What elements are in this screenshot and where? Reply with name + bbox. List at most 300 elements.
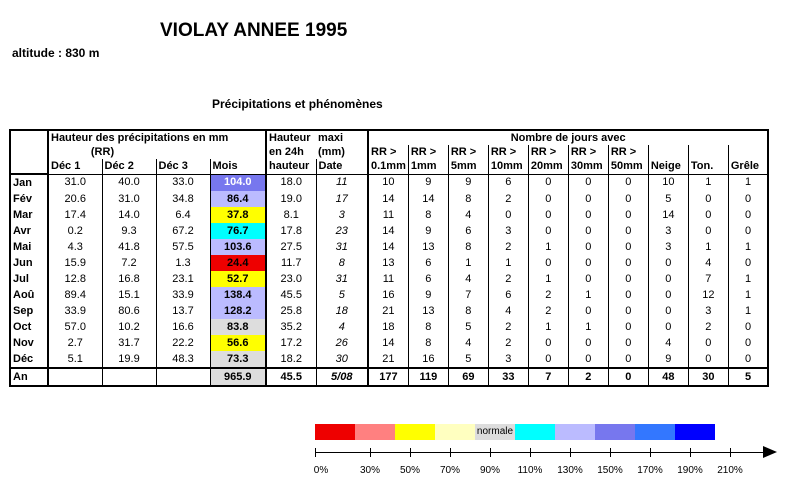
table-row bbox=[10, 351, 768, 368]
rr-days-value: 9 bbox=[448, 174, 488, 191]
table-row bbox=[10, 191, 768, 207]
dec3-value: 34.8 bbox=[156, 191, 210, 207]
year-max24h-date: 5/08 bbox=[316, 368, 368, 386]
rr-days-value: 13 bbox=[382, 256, 395, 269]
max24h-date: 31 bbox=[316, 271, 368, 287]
col-header-mois: Mois bbox=[210, 159, 266, 174]
rr-days-value: 0 bbox=[568, 207, 608, 223]
col-header-rr-30: 30mm bbox=[568, 159, 608, 174]
rr-days-value: 13 bbox=[408, 303, 448, 319]
year-snow-days: 48 bbox=[648, 368, 688, 386]
rr-days-value: 2 bbox=[528, 287, 568, 303]
rr-days-value: 1 bbox=[448, 255, 488, 271]
rr-days-value: 0 bbox=[528, 335, 568, 351]
scale-tick-label: 30% bbox=[359, 465, 381, 476]
dec3-value: 6.4 bbox=[156, 207, 210, 223]
rr-days-value: 1 bbox=[528, 271, 568, 287]
total-row bbox=[10, 368, 768, 386]
rr-days-value: 2 bbox=[488, 335, 528, 351]
month-total-value: 24.4 bbox=[210, 255, 266, 271]
month-label: Jun bbox=[10, 255, 48, 271]
max24h-value: 18.0 bbox=[266, 174, 316, 191]
scale-tick-mark bbox=[450, 448, 451, 457]
rr-days-value: 6 bbox=[408, 255, 448, 271]
rr-days-value: 8 bbox=[408, 335, 448, 351]
col-header-date: Date bbox=[316, 159, 368, 174]
rr-days-value: 0 bbox=[608, 255, 648, 271]
rr-days-value: 0 bbox=[488, 207, 528, 223]
col-header-dec3: Déc 3 bbox=[156, 159, 210, 174]
table-row bbox=[10, 239, 768, 255]
scale-tick-label: 170% bbox=[637, 465, 663, 476]
rr-days-value: 6 bbox=[488, 287, 528, 303]
max24h-date: 11 bbox=[316, 174, 368, 191]
rr-days-value: 1 bbox=[528, 319, 568, 335]
dec2-value: 40.0 bbox=[102, 174, 156, 191]
snow-days-value: 0 bbox=[648, 319, 688, 335]
year-label: An bbox=[10, 368, 48, 386]
scale-tick-label: 130% bbox=[557, 465, 583, 476]
col-header-rr-50: 50mm bbox=[608, 159, 648, 174]
scale-tick-mark bbox=[610, 448, 611, 457]
scale-tick-label: 70% bbox=[439, 465, 461, 476]
snow-days-value: 0 bbox=[648, 255, 688, 271]
snow-days-value: 10 bbox=[648, 174, 688, 191]
rr-days-value: 0 bbox=[608, 223, 648, 239]
scale-swatch bbox=[395, 424, 435, 440]
month-label: Aoû bbox=[10, 287, 48, 303]
scale-tick-mark bbox=[370, 448, 371, 457]
corner-cell bbox=[10, 130, 48, 145]
rr-days-value: 9 bbox=[408, 174, 448, 191]
table-row bbox=[10, 319, 768, 335]
snow-days-value: 3 bbox=[648, 223, 688, 239]
altitude-label: altitude : 830 m bbox=[12, 46, 100, 60]
scale-tick-mark bbox=[315, 448, 316, 457]
col-header-dec1: Déc 1 bbox=[48, 159, 102, 174]
rr-days-value: 10 bbox=[382, 176, 395, 189]
max24h-date: 4 bbox=[316, 319, 368, 335]
rr-days-value: 8 bbox=[408, 207, 448, 223]
scale-tick-label: 210% bbox=[717, 465, 743, 476]
table-row bbox=[10, 335, 768, 351]
max24h-value: 17.2 bbox=[266, 335, 316, 351]
rr-days-value: 8 bbox=[448, 303, 488, 319]
rr-days-value: 8 bbox=[448, 239, 488, 255]
empty-cell bbox=[156, 368, 210, 386]
month-label: Nov bbox=[10, 335, 48, 351]
scale-swatch bbox=[595, 424, 635, 440]
rr-days-value: 0 bbox=[568, 191, 608, 207]
rr-days-value: 0 bbox=[568, 303, 608, 319]
col-header-rr-5: 5mm bbox=[448, 159, 488, 174]
month-total-value: 104.0 bbox=[210, 174, 266, 191]
rr-days-value: 14 bbox=[382, 224, 395, 237]
month-total-value: 76.7 bbox=[210, 223, 266, 239]
month-total-value: 52.7 bbox=[210, 271, 266, 287]
month-total-value: 138.4 bbox=[210, 287, 266, 303]
page-title: VIOLAY ANNEE 1995 bbox=[160, 20, 348, 41]
thunder-days-value: 7 bbox=[688, 271, 728, 287]
dec3-value: 16.6 bbox=[156, 319, 210, 335]
thunder-days-value: 0 bbox=[688, 223, 728, 239]
max24h-value: 27.5 bbox=[266, 239, 316, 255]
snow-days-value: 0 bbox=[648, 287, 688, 303]
dec1-value: 31.0 bbox=[64, 176, 86, 189]
rr-days-value: 21 bbox=[382, 304, 395, 317]
dec1-value: 20.6 bbox=[64, 192, 86, 205]
rr-days-value: 5 bbox=[448, 319, 488, 335]
col-header-rr-20: 20mm bbox=[528, 159, 568, 174]
col-header-ton: Ton. bbox=[688, 159, 728, 174]
dec2-value: 31.0 bbox=[102, 191, 156, 207]
hail-days-value: 0 bbox=[728, 319, 768, 335]
rr-days-value: 14 bbox=[382, 240, 395, 253]
scale-tick-label: 150% bbox=[597, 465, 623, 476]
rr-gt-label: RR > bbox=[608, 145, 648, 159]
scale-tick-mark bbox=[650, 448, 651, 457]
scale-swatch bbox=[555, 424, 595, 440]
max24h-value: 19.0 bbox=[266, 191, 316, 207]
rr-days-value: 1 bbox=[528, 239, 568, 255]
dec2-value: 10.2 bbox=[102, 319, 156, 335]
rr-days-value: 3 bbox=[488, 351, 528, 368]
max24h-value: 23.0 bbox=[266, 271, 316, 287]
rr-days-value: 1 bbox=[568, 287, 608, 303]
scale-swatch bbox=[315, 424, 355, 440]
header-row-2 bbox=[10, 145, 768, 159]
dec2-value: 16.8 bbox=[102, 271, 156, 287]
col-header-hauteur: hauteur bbox=[266, 159, 316, 174]
rr-days-value: 16 bbox=[408, 351, 448, 368]
table-row bbox=[10, 223, 768, 239]
thunder-days-value: 0 bbox=[688, 207, 728, 223]
dec1-value: 89.4 bbox=[64, 288, 86, 301]
rr-days-value: 0 bbox=[568, 174, 608, 191]
year-rr-days-value: 69 bbox=[448, 368, 488, 386]
year-hail-days: 5 bbox=[728, 368, 768, 386]
snow-days-value: 14 bbox=[648, 207, 688, 223]
rr-days-value: 21 bbox=[382, 352, 395, 365]
scale-tick-label: 50% bbox=[399, 465, 421, 476]
max24h-value: 18.2 bbox=[266, 351, 316, 368]
dec1-value: 15.9 bbox=[64, 256, 86, 269]
month-label: Déc bbox=[10, 351, 48, 368]
dec2-value: 41.8 bbox=[102, 239, 156, 255]
empty-cell bbox=[48, 368, 102, 386]
col-header-rr-1: 1mm bbox=[408, 159, 448, 174]
max24h-date: 23 bbox=[316, 223, 368, 239]
scale-swatch bbox=[635, 424, 675, 440]
rr-days-value: 0 bbox=[608, 271, 648, 287]
month-label: Mar bbox=[10, 207, 48, 223]
hail-days-value: 1 bbox=[728, 239, 768, 255]
hail-days-value: 1 bbox=[728, 287, 768, 303]
dec1-value: 4.3 bbox=[67, 240, 83, 253]
header-row-1 bbox=[10, 130, 768, 145]
thunder-days-value: 1 bbox=[688, 239, 728, 255]
rr-days-value: 0 bbox=[528, 351, 568, 368]
color-scale-legend bbox=[315, 424, 715, 440]
rr-days-value: 9 bbox=[408, 287, 448, 303]
month-total-value: 86.4 bbox=[210, 191, 266, 207]
snow-days-value: 3 bbox=[648, 239, 688, 255]
month-label: Avr bbox=[10, 223, 48, 239]
empty-cell bbox=[102, 368, 156, 386]
rr-days-value: 0 bbox=[528, 191, 568, 207]
dec3-value: 48.3 bbox=[156, 351, 210, 368]
hail-days-value: 0 bbox=[728, 351, 768, 368]
month-label: Mai bbox=[10, 239, 48, 255]
rr-days-value: 0 bbox=[568, 351, 608, 368]
scale-swatch bbox=[355, 424, 395, 440]
hail-days-value: 0 bbox=[728, 335, 768, 351]
days-group-header: Nombre de jours avec bbox=[368, 130, 768, 145]
snow-days-value: 4 bbox=[648, 335, 688, 351]
thunder-days-value: 3 bbox=[688, 303, 728, 319]
rr-gt-label: RR > bbox=[448, 145, 488, 159]
rr-gt-label: RR > bbox=[371, 145, 397, 158]
dec2-value: 19.9 bbox=[102, 351, 156, 368]
hail-days-value: 0 bbox=[728, 223, 768, 239]
maxi-header-1: maxi bbox=[316, 130, 368, 145]
month-total-value: 83.8 bbox=[210, 319, 266, 335]
header-row-3 bbox=[10, 159, 768, 174]
scale-tick-mark bbox=[410, 448, 411, 457]
dec1-value: 5.1 bbox=[67, 352, 83, 365]
rr-days-value: 2 bbox=[488, 191, 528, 207]
rr-days-value: 0 bbox=[568, 239, 608, 255]
rr-days-value: 11 bbox=[382, 208, 395, 221]
scale-tick-label: 0% bbox=[313, 465, 329, 476]
max24h-value: 11.7 bbox=[266, 255, 316, 271]
table-row bbox=[10, 207, 768, 223]
rr-days-value: 4 bbox=[448, 335, 488, 351]
scale-axis bbox=[315, 452, 763, 453]
year-rr-days-value: 119 bbox=[408, 368, 448, 386]
dec3-value: 13.7 bbox=[156, 303, 210, 319]
month-total-value: 128.2 bbox=[210, 303, 266, 319]
scale-tick-mark bbox=[730, 448, 731, 457]
year-rr-days-value: 33 bbox=[488, 368, 528, 386]
month-label: Oct bbox=[10, 319, 48, 335]
max24h-date: 5 bbox=[316, 287, 368, 303]
precipitation-table bbox=[9, 129, 769, 387]
rr-days-value: 0 bbox=[608, 319, 648, 335]
dec1-value: 2.7 bbox=[67, 336, 83, 349]
month-total-value: 103.6 bbox=[210, 239, 266, 255]
rr-days-value: 9 bbox=[408, 223, 448, 239]
hauteur-header-2: en 24h bbox=[266, 145, 316, 159]
thunder-days-value: 12 bbox=[688, 287, 728, 303]
table-row bbox=[10, 271, 768, 287]
rr-days-value: 7 bbox=[448, 287, 488, 303]
scale-tick-label: 110% bbox=[517, 465, 543, 476]
max24h-value: 45.5 bbox=[266, 287, 316, 303]
dec3-value: 1.3 bbox=[156, 255, 210, 271]
year-max24h-value: 45.5 bbox=[266, 368, 316, 386]
rr-days-value: 6 bbox=[448, 223, 488, 239]
rr-days-value: 1 bbox=[568, 319, 608, 335]
rr-days-value: 0 bbox=[568, 255, 608, 271]
year-rr-days-value: 7 bbox=[528, 368, 568, 386]
rr-days-value: 0 bbox=[528, 223, 568, 239]
dec2-value: 15.1 bbox=[102, 287, 156, 303]
hail-days-value: 0 bbox=[728, 191, 768, 207]
snow-days-value: 9 bbox=[648, 351, 688, 368]
dec2-value: 7.2 bbox=[102, 255, 156, 271]
max24h-date: 3 bbox=[316, 207, 368, 223]
col-header-dec2: Déc 2 bbox=[102, 159, 156, 174]
rr-days-value: 16 bbox=[382, 288, 395, 301]
month-label: Jan bbox=[10, 174, 48, 191]
thunder-days-value: 2 bbox=[688, 319, 728, 335]
dec3-value: 23.1 bbox=[156, 271, 210, 287]
rr-gt-label: RR > bbox=[408, 145, 448, 159]
hail-days-value: 1 bbox=[728, 271, 768, 287]
dec3-value: 22.2 bbox=[156, 335, 210, 351]
max24h-date: 30 bbox=[316, 351, 368, 368]
rr-days-value: 14 bbox=[382, 192, 395, 205]
max24h-date: 26 bbox=[316, 335, 368, 351]
rr-days-value: 14 bbox=[408, 191, 448, 207]
rr-days-value: 0 bbox=[608, 239, 648, 255]
rr-days-value: 0 bbox=[608, 207, 648, 223]
table-row bbox=[10, 303, 768, 319]
year-thunder-days: 30 bbox=[688, 368, 728, 386]
max24h-date: 17 bbox=[316, 191, 368, 207]
rr-days-value: 2 bbox=[528, 303, 568, 319]
rr-days-value: 0 bbox=[608, 287, 648, 303]
rr-days-value: 0 bbox=[568, 223, 608, 239]
rr-days-value: 13 bbox=[408, 239, 448, 255]
hail-days-value: 0 bbox=[728, 207, 768, 223]
rr-days-value: 2 bbox=[488, 271, 528, 287]
rr-days-value: 0 bbox=[608, 191, 648, 207]
scale-swatch bbox=[675, 424, 715, 440]
table-body bbox=[10, 130, 768, 386]
max24h-date: 18 bbox=[316, 303, 368, 319]
month-total-value: 73.3 bbox=[210, 351, 266, 368]
table-subtitle: Précipitations et phénomènes bbox=[212, 97, 383, 111]
dec2-value: 9.3 bbox=[102, 223, 156, 239]
max24h-date: 8 bbox=[316, 255, 368, 271]
rr-gt-label: RR > bbox=[488, 145, 528, 159]
year-rr-days-value: 177 bbox=[368, 368, 408, 386]
snow-days-value: 0 bbox=[648, 303, 688, 319]
month-total-value: 56.6 bbox=[210, 335, 266, 351]
scale-swatch bbox=[515, 424, 555, 440]
max24h-value: 35.2 bbox=[266, 319, 316, 335]
rr-gt-label: RR > bbox=[528, 145, 568, 159]
rr-header: (RR) bbox=[90, 145, 115, 158]
rr-days-value: 4 bbox=[448, 207, 488, 223]
table-row bbox=[10, 174, 768, 191]
max24h-value: 25.8 bbox=[266, 303, 316, 319]
table-row bbox=[10, 255, 768, 271]
year-rr-days-value: 0 bbox=[608, 368, 648, 386]
hauteur-header-1: Hauteur bbox=[266, 130, 316, 145]
rr-days-value: 0 bbox=[528, 255, 568, 271]
rr-days-value: 1 bbox=[488, 255, 528, 271]
year-rr-days-value: 2 bbox=[568, 368, 608, 386]
max24h-date: 31 bbox=[316, 239, 368, 255]
rr-days-value: 6 bbox=[488, 174, 528, 191]
dec2-value: 31.7 bbox=[102, 335, 156, 351]
rr-days-value: 0 bbox=[608, 174, 648, 191]
hail-days-value: 1 bbox=[728, 174, 768, 191]
thunder-days-value: 0 bbox=[688, 351, 728, 368]
rr-days-value: 8 bbox=[408, 319, 448, 335]
scale-swatch: normale bbox=[475, 424, 515, 440]
dec1-value: 33.9 bbox=[64, 304, 86, 317]
rr-days-value: 6 bbox=[408, 271, 448, 287]
max24h-value: 17.8 bbox=[266, 223, 316, 239]
scale-tick-label: 190% bbox=[677, 465, 703, 476]
scale-tick-label: 90% bbox=[479, 465, 501, 476]
thunder-days-value: 0 bbox=[688, 191, 728, 207]
col-header-neige: Neige bbox=[648, 159, 688, 174]
rr-days-value: 8 bbox=[448, 191, 488, 207]
dec3-value: 33.0 bbox=[156, 174, 210, 191]
axis-arrow-icon bbox=[763, 446, 777, 458]
dec1-value: 17.4 bbox=[64, 208, 86, 221]
rr-days-value: 2 bbox=[488, 319, 528, 335]
rr-gt-label: RR > bbox=[568, 145, 608, 159]
scale-tick-mark bbox=[570, 448, 571, 457]
maxi-header-2: (mm) bbox=[316, 145, 368, 159]
rr-days-value: 0 bbox=[608, 351, 648, 368]
rr-days-value: 4 bbox=[488, 303, 528, 319]
month-label: Sep bbox=[10, 303, 48, 319]
rr-days-value: 11 bbox=[382, 272, 395, 285]
thunder-days-value: 0 bbox=[688, 335, 728, 351]
scale-tick-mark bbox=[490, 448, 491, 457]
thunder-days-value: 1 bbox=[688, 174, 728, 191]
month-label: Jul bbox=[10, 271, 48, 287]
col-header-grele: Grêle bbox=[728, 159, 768, 174]
scale-tick-mark bbox=[530, 448, 531, 457]
dec3-value: 57.5 bbox=[156, 239, 210, 255]
rr-days-value: 0 bbox=[568, 271, 608, 287]
rr-days-value: 0 bbox=[528, 207, 568, 223]
scale-swatch bbox=[435, 424, 475, 440]
scale-tick-mark bbox=[690, 448, 691, 457]
rr-days-value: 0 bbox=[568, 335, 608, 351]
dec1-value: 0.2 bbox=[67, 224, 83, 237]
rr-days-value: 2 bbox=[488, 239, 528, 255]
rr-days-value: 18 bbox=[382, 320, 395, 333]
rr-days-value: 14 bbox=[382, 336, 395, 349]
rr-days-value: 0 bbox=[528, 174, 568, 191]
thunder-days-value: 4 bbox=[688, 255, 728, 271]
snow-days-value: 5 bbox=[648, 191, 688, 207]
col-header-rr-01: 0.1mm bbox=[368, 159, 408, 174]
dec3-value: 67.2 bbox=[156, 223, 210, 239]
rr-days-value: 5 bbox=[448, 351, 488, 368]
col-header-rr-10: 10mm bbox=[488, 159, 528, 174]
month-label: Fév bbox=[10, 191, 48, 207]
dec1-value: 57.0 bbox=[64, 320, 86, 333]
max24h-value: 8.1 bbox=[266, 207, 316, 223]
dec3-value: 33.9 bbox=[156, 287, 210, 303]
dec1-value: 12.8 bbox=[64, 272, 86, 285]
table-row bbox=[10, 287, 768, 303]
dec2-value: 14.0 bbox=[102, 207, 156, 223]
rr-days-value: 4 bbox=[448, 271, 488, 287]
rr-days-value: 3 bbox=[488, 223, 528, 239]
month-total-value: 37.8 bbox=[210, 207, 266, 223]
